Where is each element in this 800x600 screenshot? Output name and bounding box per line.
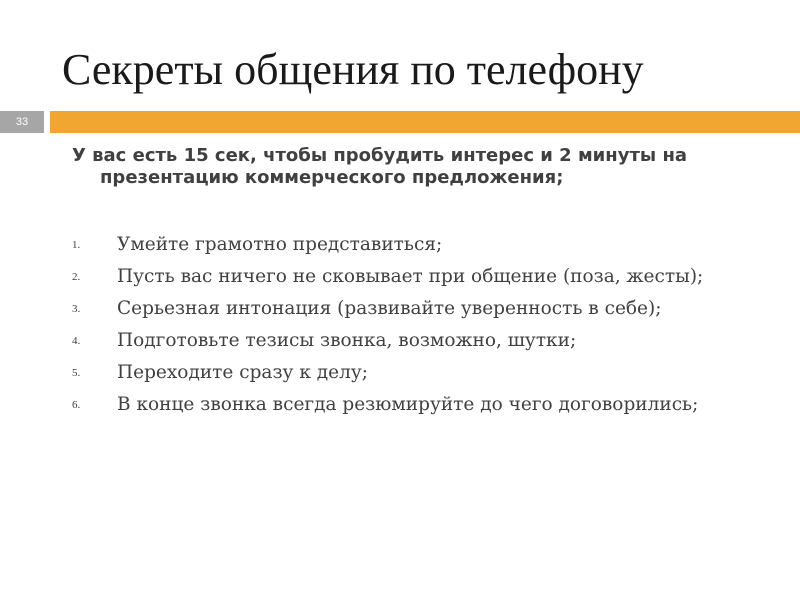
list-item-text: Пусть вас ничего не сковывает при общение (поза, жесты); <box>117 266 704 287</box>
list-item-text: Переходите сразу к делу; <box>117 362 368 383</box>
list-item-text: Серьезная интонация (развивайте уверенность в себе); <box>117 298 662 319</box>
list-item <box>0 325 800 357</box>
list-item <box>0 293 800 325</box>
slide-number: 33 <box>15 116 29 128</box>
list-item-number: 3. <box>72 303 81 315</box>
list-item-text: В конце звонка всегда резюмируйте до чего договорились; <box>117 394 699 415</box>
tips-list <box>0 229 800 421</box>
list-item <box>0 229 800 261</box>
list-item-text: Подготовьте тезисы звонка, возможно, шутки; <box>117 330 577 351</box>
list-item <box>0 357 800 389</box>
list-item-number: 6. <box>72 399 81 411</box>
slide-title: Секреты общения по телефону <box>62 45 644 94</box>
slide-number-badge <box>0 111 44 133</box>
list-item-number: 4. <box>72 335 81 347</box>
list-item-number: 2. <box>72 271 81 283</box>
list-item <box>0 389 800 421</box>
list-item <box>0 261 800 293</box>
intro-paragraph: У вас есть 15 сек, чтобы пробудить интерес и 2 минуты на презентацию коммерческого предложения; <box>72 145 688 188</box>
list-item-number: 1. <box>72 239 81 251</box>
list-item-text: Умейте грамотно представиться; <box>117 234 443 255</box>
accent-bar <box>50 111 800 133</box>
list-item-number: 5. <box>72 367 81 379</box>
